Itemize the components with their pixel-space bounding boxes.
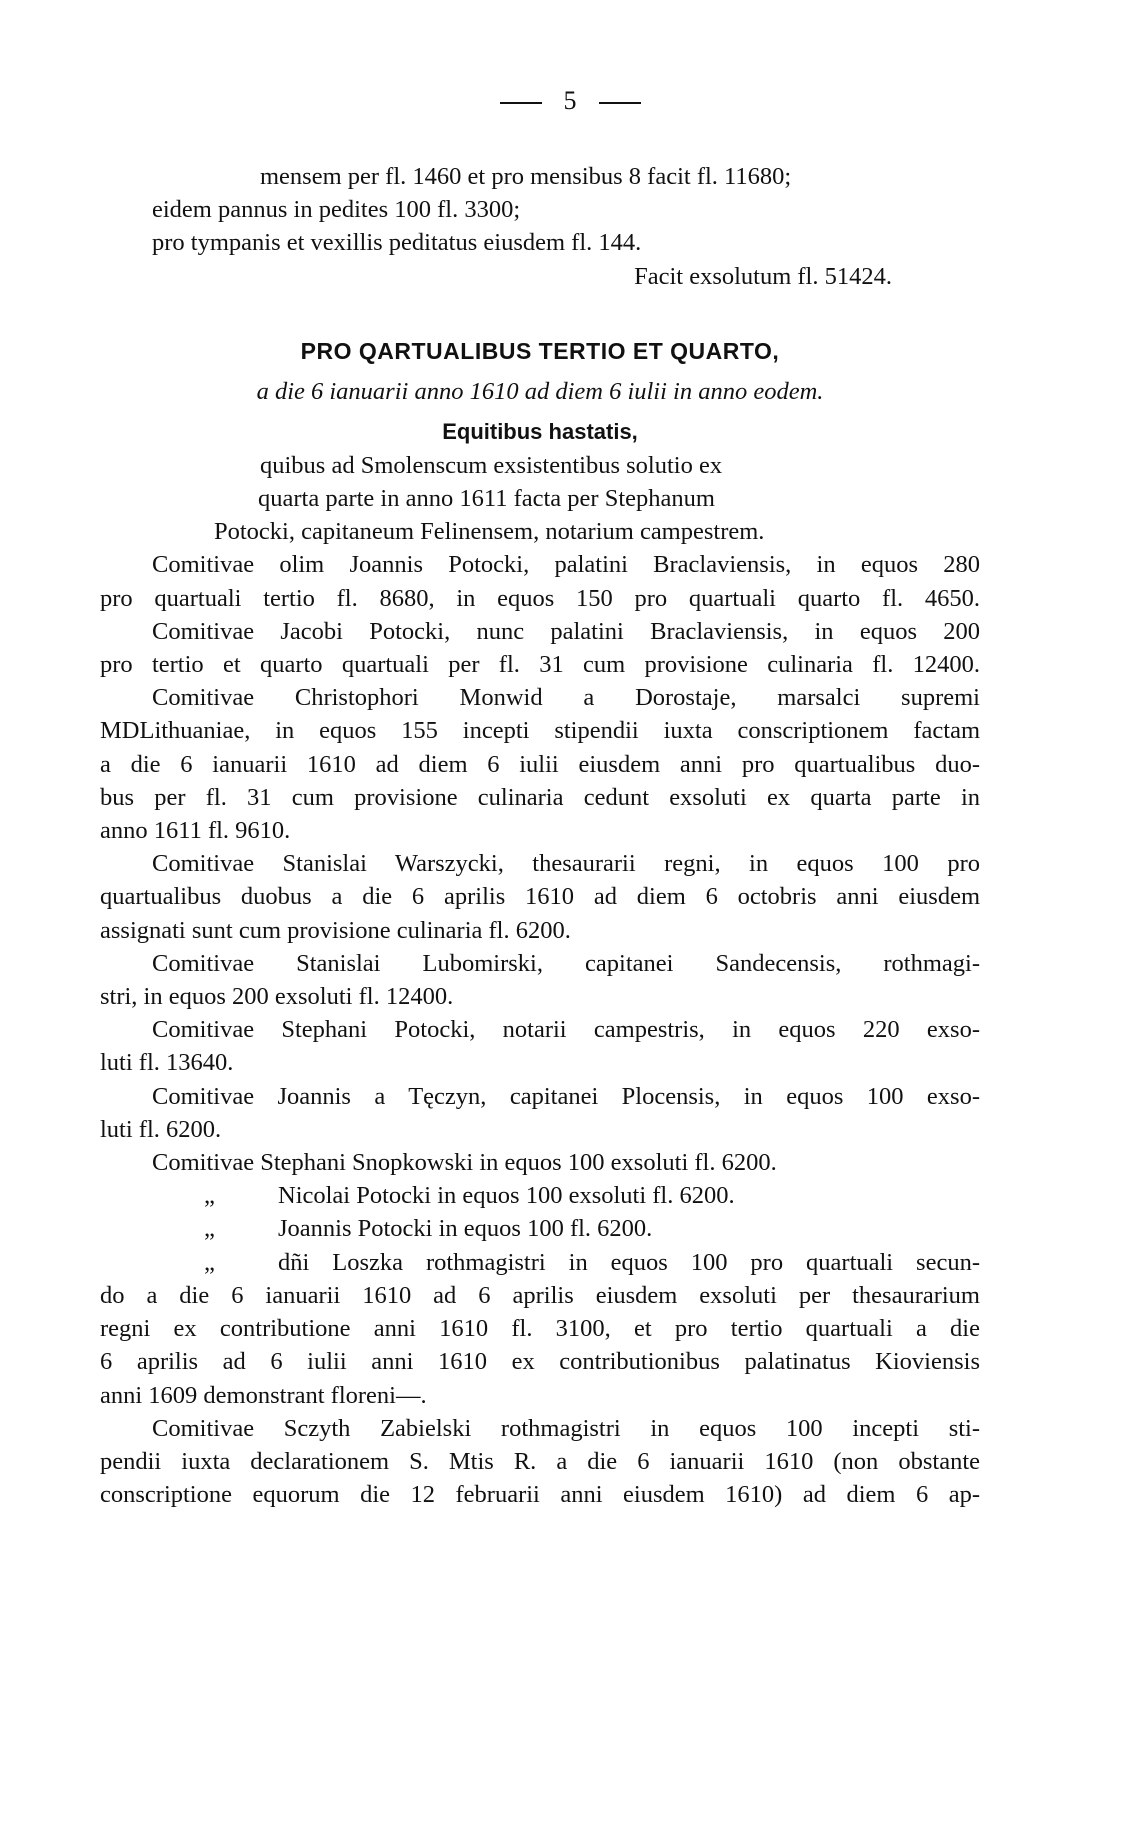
entry-line: pro tertio et quarto quartuali per fl. 31 cum provisione culinaria fl. 12400. — [100, 651, 980, 679]
section-subheading: a die 6 ianuarii anno 1610 ad diem 6 iulii in anno eodem. — [256, 377, 824, 405]
ditto-entry: „ Joannis Potocki in equos 100 fl. 6200. — [100, 1212, 980, 1245]
entry-line: Comitivae Stanislai Warszycki, thesaurarii regni, in equos 100 pro — [152, 850, 980, 878]
ditto-mark: „ — [204, 1182, 215, 1210]
section-title: Equitibus hastatis, — [442, 418, 638, 444]
entry-line: bus per fl. 31 cum provisione culinaria cedunt exsoluti ex quarta parte in — [100, 783, 980, 811]
entry-line: Comitivae Jacobi Potocki, nunc palatini Braclaviensis, in equos 200 — [152, 617, 980, 645]
entry-line: MDLithuaniae, in equos 155 incepti stipendii iuxta conscriptionem factam — [100, 717, 980, 745]
entry-line: 6 aprilis ad 6 iulii anni 1610 ex contributionibus palatinatus Kioviensis — [100, 1348, 980, 1376]
entry-line: Comitivae Stephani Potocki, notarii campestris, in equos 220 exso- — [152, 1016, 980, 1044]
entry-line: luti fl. 6200. — [100, 1115, 222, 1143]
entry-line: Comitivae Joannis a Tęczyn, capitanei Plocensis, in equos 100 exso- — [152, 1082, 980, 1110]
ditto-mark: „ — [204, 1215, 215, 1243]
desc-line: quibus ad Smolenscum exsistentibus solutio ex — [260, 451, 723, 479]
desc-line: quarta parte in anno 1611 facta per Stephanum — [258, 485, 715, 513]
page-number: 5 — [0, 86, 1140, 116]
desc-line: Potocki, capitaneum Felinensem, notarium campestrem. — [214, 518, 765, 546]
entry-line: Comitivae Christophori Monwid a Dorostaje, marsalci supremi — [152, 684, 980, 712]
entry-line: anno 1611 fl. 9610. — [100, 817, 291, 845]
entry-line: regni ex contributione anni 1610 fl. 3100, et pro tertio quartuali a die — [100, 1315, 980, 1343]
ditto-entry: „ dñi Loszka rothmagistri in equos 100 pro quartuali secun- — [100, 1246, 980, 1279]
entry-line: conscriptione equorum die 12 februarii anni eiusdem 1610) ad diem 6 ap- — [100, 1481, 980, 1509]
ditto-mark: „ — [204, 1248, 215, 1276]
entry-line: Comitivae Sczyth Zabielski rothmagistri in equos 100 incepti sti- — [152, 1414, 980, 1442]
entry-line: Comitivae Stephani Snopkowski in equos 100 exsoluti fl. 6200. — [152, 1149, 777, 1177]
entry-line: pendii iuxta declarationem S. Mtis R. a die 6 ianuarii 1610 (non obstante — [100, 1447, 980, 1475]
section-heading: PRO QARTUALIBUS TERTIO ET QUARTO, — [300, 337, 780, 364]
total-line: Facit exsolutum fl. 51424. — [634, 262, 892, 290]
page-body — [100, 160, 980, 1511]
entry-line: stri, in equos 200 exsoluti fl. 12400. — [100, 983, 454, 1011]
entry-line: luti fl. 13640. — [100, 1049, 234, 1077]
entry-line: a die 6 ianuarii 1610 ad diem 6 iulii eiusdem anni pro quartualibus duo- — [100, 750, 980, 778]
entry-line: pro quartuali tertio fl. 8680, in equos 150 pro quartuali quarto fl. 4650. — [100, 584, 980, 612]
text-line: eidem pannus in pedites 100 fl. 3300; — [152, 196, 521, 224]
text-line: pro tympanis et vexillis peditatus eiusdem fl. 144. — [152, 229, 642, 257]
entry-line: Comitivae olim Joannis Potocki, palatini Braclaviensis, in equos 280 — [152, 551, 980, 579]
entry-line: Comitivae Stanislai Lubomirski, capitanei Sandecensis, rothmagi- — [152, 949, 980, 977]
entry-line: anni 1609 demonstrant floreni—. — [100, 1381, 427, 1409]
entry-line: do a die 6 ianuarii 1610 ad 6 aprilis eiusdem exsoluti per thesaurarium — [100, 1281, 980, 1309]
entry-line: quartualibus duobus a die 6 aprilis 1610 ad diem 6 octobris anni eiusdem — [100, 883, 980, 911]
ditto-entry: „ Nicolai Potocki in equos 100 exsoluti fl. 6200. — [100, 1179, 980, 1212]
entry-line: assignati sunt cum provisione culinaria fl. 6200. — [100, 916, 571, 944]
text-line: mensem per fl. 1460 et pro mensibus 8 facit fl. 11680; — [260, 163, 792, 190]
